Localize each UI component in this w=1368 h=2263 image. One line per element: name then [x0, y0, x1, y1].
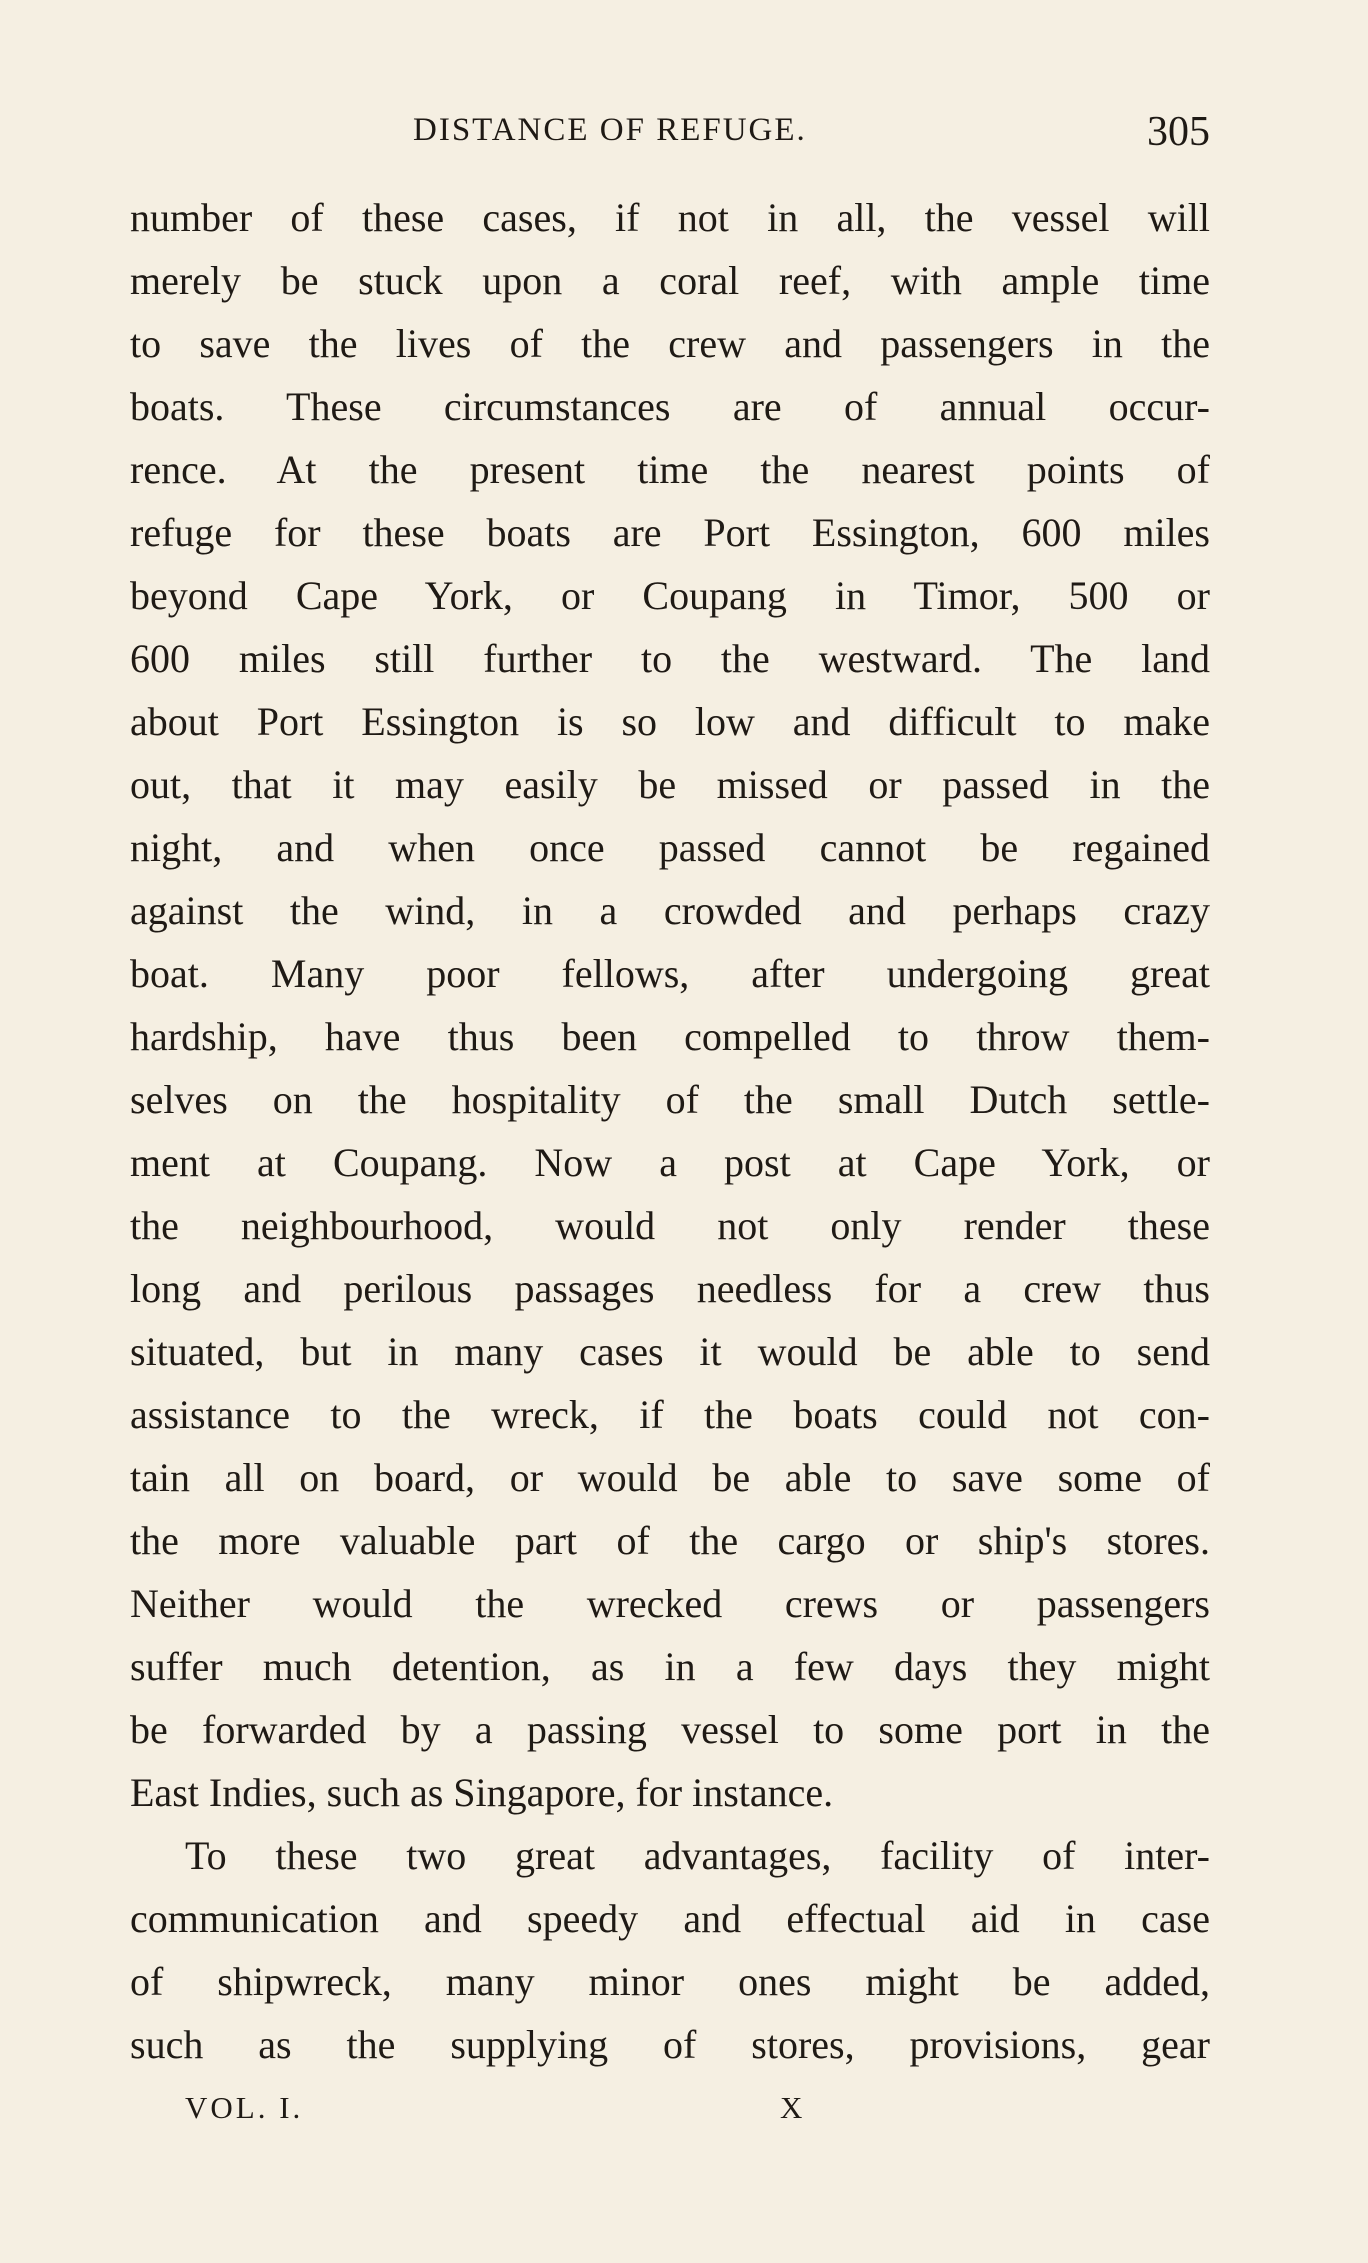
- body-line: boat. Many poor fellows, after undergoing great: [130, 951, 1210, 996]
- body-line: refuge for these boats are Port Essington, 600 miles: [130, 510, 1210, 555]
- body-line: the neighbourhood, would not only render these: [130, 1203, 1210, 1248]
- body-line: selves on the hospitality of the small Dutch settle-: [130, 1077, 1210, 1122]
- body-line: to save the lives of the crew and passengers in the: [130, 321, 1210, 366]
- body-line: hardship, have thus been compelled to throw them-: [130, 1014, 1210, 1059]
- body-line: beyond Cape York, or Coupang in Timor, 500 or: [130, 573, 1210, 618]
- body-line: ment at Coupang. Now a post at Cape York, or: [130, 1140, 1210, 1185]
- page-header: [130, 108, 1210, 168]
- body-line: out, that it may easily be missed or passed in the: [130, 762, 1210, 807]
- body-line: boats. These circumstances are of annual occur-: [130, 384, 1210, 429]
- body-line: the more valuable part of the cargo or ship's stores.: [130, 1518, 1210, 1563]
- body-line: number of these cases, if not in all, the vessel will: [130, 195, 1210, 240]
- body-line: merely be stuck upon a coral reef, with ample time: [130, 258, 1210, 303]
- body-line: 600 miles still further to the westward. The land: [130, 636, 1210, 681]
- signature-mark: X: [780, 2090, 806, 2125]
- page-footer: [185, 2090, 885, 2140]
- body-line: suffer much detention, as in a few days they might: [130, 1644, 1210, 1689]
- body-line: tain all on board, or would be able to save some of: [130, 1455, 1210, 1500]
- body-line: of shipwreck, many minor ones might be added,: [130, 1959, 1210, 2004]
- body-line: be forwarded by a passing vessel to some port in the: [130, 1707, 1210, 1752]
- body-line: about Port Essington is so low and difficult to make: [130, 699, 1210, 744]
- body-line: East Indies, such as Singapore, for instance.: [130, 1770, 834, 1815]
- body-line: situated, but in many cases it would be able to send: [130, 1329, 1210, 1374]
- body-line: such as the supplying of stores, provisions, gear: [130, 2022, 1210, 2067]
- body-line: night, and when once passed cannot be regained: [130, 825, 1210, 870]
- body-text: [130, 186, 1210, 2076]
- volume-label: VOL. I.: [185, 2090, 304, 2125]
- body-line: long and perilous passages needless for a crew thus: [130, 1266, 1210, 1311]
- body-line: assistance to the wreck, if the boats could not con-: [130, 1392, 1210, 1437]
- running-head: DISTANCE OF REFUGE.: [413, 112, 807, 148]
- body-line: rence. At the present time the nearest points of: [130, 447, 1210, 492]
- body-line: communication and speedy and effectual aid in case: [130, 1896, 1210, 1941]
- body-line: Neither would the wrecked crews or passengers: [130, 1581, 1210, 1626]
- paragraph-start-line: To these two great advantages, facility of inter-: [185, 1833, 1210, 1878]
- page-number: 305: [1147, 109, 1210, 155]
- body-line: against the wind, in a crowded and perhaps crazy: [130, 888, 1210, 933]
